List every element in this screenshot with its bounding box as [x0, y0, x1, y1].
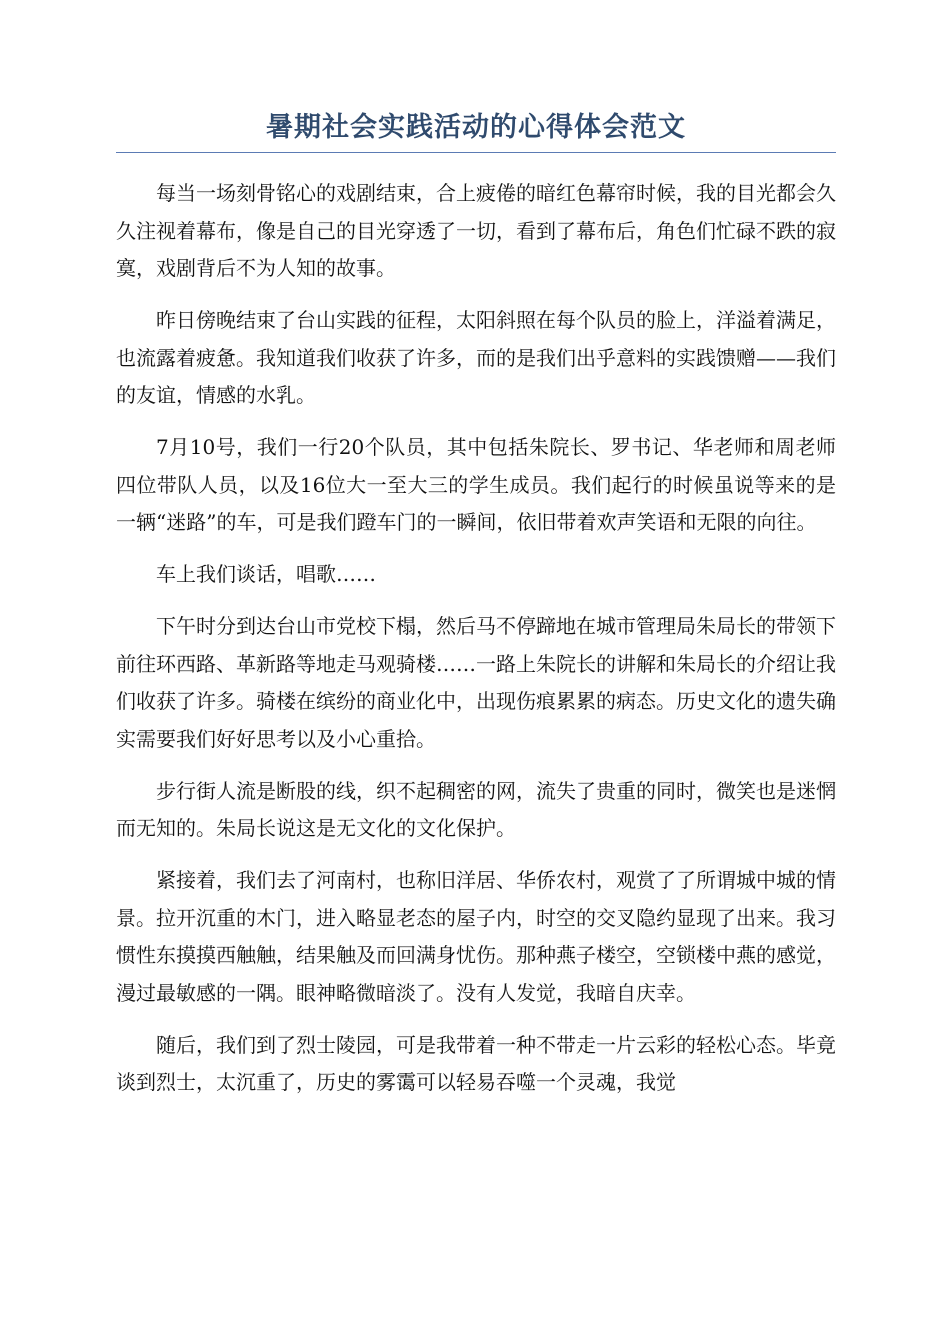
document-body: [116, 175, 836, 1102]
paragraph: 下午时分到达台山市党校下榻，然后马不停蹄地在城市管理局朱局长的带领下前往环西路、革新路等地走马观骑楼……一路上朱院长的讲解和朱局长的介绍让我们收获了许多。骑楼在缤纷的商业化中，出现伤痕累累的病态。历史文化的遗失确实需要我们好好思考以及小心重拾。: [116, 614, 836, 751]
paragraph: 每当一场刻骨铭心的戏剧结束，合上疲倦的暗红色幕帘时候，我的目光都会久久注视着幕布，像是自己的目光穿透了一切，看到了幕布后，角色们忙碌不跌的寂寞，戏剧背后不为人知的故事。: [116, 181, 836, 280]
paragraph: 7月10号，我们一行20个队员，其中包括朱院长、罗书记、华老师和周老师四位带队人员，以及16位大一至大三的学生成员。我们起行的时候虽说等来的是一辆“迷路”的车，可是我们蹬车门的一瞬间，依旧带着欢声笑语和无限的向往。: [116, 435, 836, 534]
paragraph: 昨日傍晚结束了台山实践的征程，太阳斜照在每个队员的脸上，洋溢着满足，也流露着疲惫。我知道我们收获了许多，而的是我们出乎意料的实践馈赠——我们的友谊，情感的水乳。: [116, 308, 836, 407]
document-page: [116, 108, 836, 1116]
paragraph: 步行街人流是断股的线，织不起稠密的网，流失了贵重的同时，微笑也是迷惘而无知的。朱局长说这是无文化的文化保护。: [116, 778, 836, 840]
paragraph: 车上我们谈话，唱歌……: [156, 562, 376, 586]
paragraph: 随后，我们到了烈士陵园，可是我带着一种不带走一片云彩的轻松心态。毕竟谈到烈士，太沉重了，历史的雾霭可以轻易吞噬一个灵魂，我觉: [116, 1032, 836, 1094]
paragraph: 紧接着，我们去了河南村，也称旧洋居、华侨农村，观赏了了所谓城中城的情景。拉开沉重的木门，进入略显老态的屋子内，时空的交叉隐约显现了出来。我习惯性东摸摸西触触，结果触及而回满身忧伤。那种燕子楼空，空锁楼中燕的感觉，漫过最敏感的一隅。眼神略微暗淡了。没有人发觉，我暗自庆幸。: [116, 868, 836, 1005]
document-title: 暑期社会实践活动的心得体会范文: [116, 108, 836, 153]
